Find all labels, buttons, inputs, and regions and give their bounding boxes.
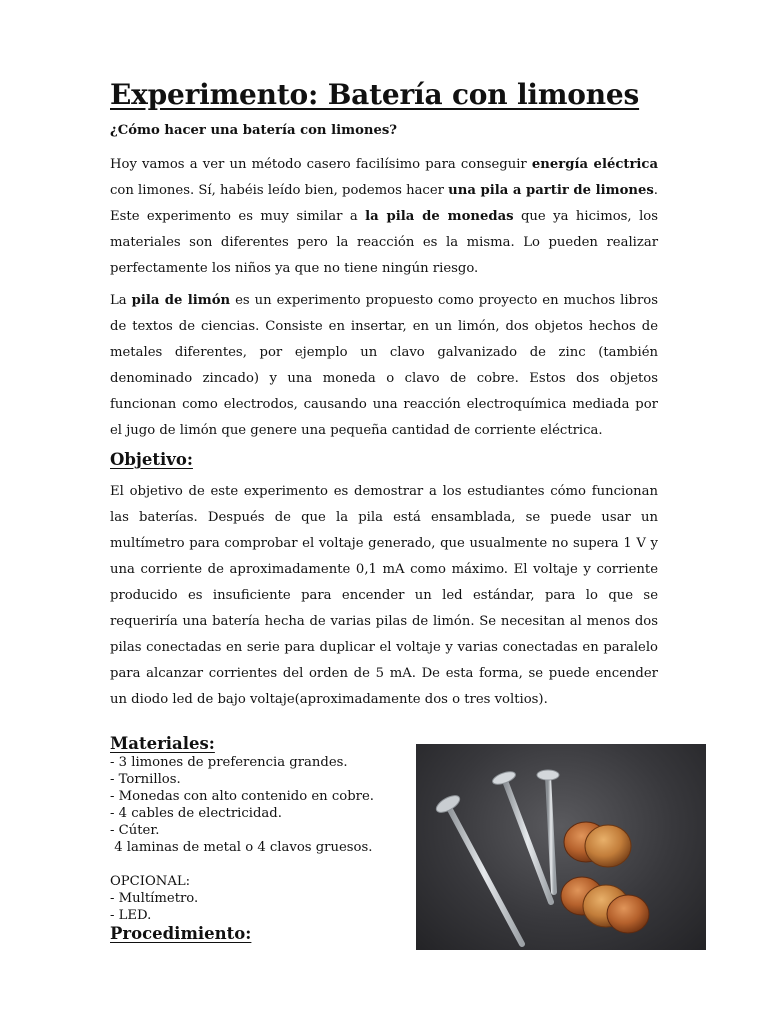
bold-phrase: una pila a partir de limones — [448, 183, 654, 198]
list-item: - 4 cables de electricidad. — [110, 806, 282, 821]
coins — [561, 822, 649, 933]
intro-paragraph-2 — [110, 288, 658, 444]
text-run: es un experimento propuesto como proyecto en muchos libros de textos de ciencias. Consiste en insertar, en un limón, dos objetos hechos de metales diferentes, por ejemplo un clavo galvanizado de zinc (también denominado zincado) y una moneda o clavo de cobre. Estos dos objetos funcionan como electrodos, causando una reacción electroquímica mediada por el jugo de limón que genere una pequeña cantidad de corriente eléctrica. — [110, 293, 658, 438]
text-run: . Este experimento es muy similar a — [110, 183, 658, 224]
materials-heading: Materiales: — [110, 734, 215, 753]
document-body — [110, 78, 658, 719]
text-run: con limones. Sí, habéis leído bien, podemos hacer — [110, 183, 449, 198]
optional-list — [110, 890, 410, 924]
list-item: - LED. — [110, 908, 152, 923]
optional-heading: OPCIONAL: — [110, 874, 191, 889]
text-run: que ya hicimos, los materiales son diferentes pero la reacción es la misma. Lo pueden realizar perfectamente los niños ya que no tiene ningún riesgo. — [110, 209, 658, 276]
list-item: - Monedas con alto contenido en cobre. — [110, 789, 374, 804]
bold-phrase: la pila de monedas — [365, 209, 514, 224]
objective-heading: Objetivo: — [110, 450, 193, 469]
text-run: Hoy vamos a ver un método casero facilísimo para conseguir — [110, 157, 532, 172]
nails-and-coins-photo — [416, 744, 706, 950]
list-item: 4 laminas de metal o 4 clavos gruesos. — [110, 840, 373, 855]
list-item: - Tornillos. — [110, 772, 181, 787]
intro-paragraph-1 — [110, 152, 658, 282]
list-item: - 3 limones de preferencia grandes. — [110, 755, 348, 770]
nail-1 — [434, 792, 522, 944]
document-title: Experimento: Batería con limones — [110, 78, 640, 111]
materials-section — [110, 734, 410, 944]
bold-phrase: pila de limón — [131, 293, 231, 308]
subtitle: ¿Cómo hacer una batería con limones? — [110, 123, 398, 138]
procedure-heading: Procedimiento: — [110, 924, 252, 943]
nail-2 — [491, 769, 551, 902]
bold-phrase: energía eléctrica — [531, 157, 658, 172]
text-run: La — [110, 293, 132, 308]
list-item: - Cúter. — [110, 823, 160, 838]
objective-paragraph: El objetivo de este experimento es demostrar a los estudiantes cómo funcionan las baterías. Después de que la pila está ensamblada, se puede usar un multímetro para comprobar el voltaje generado, que usualmente no supera 1 V y una corriente de aproximadamente 0,1 mA como máximo. El voltaje y corriente producido es insuficiente para encender un led estándar, para lo que se requeriría una batería hecha de varias pilas de limón. Se necesitan al menos dos pilas conectadas en serie para duplicar el voltaje y varias conectadas en paralelo para alcanzar corrientes del orden de 5 mA. De esta forma, se puede encender un diodo led de bajo voltaje(aproximadamente dos o tres voltios). — [110, 484, 658, 707]
list-item: - Multímetro. — [110, 891, 199, 906]
photo-illustration — [416, 744, 706, 950]
materials-list — [110, 754, 410, 856]
